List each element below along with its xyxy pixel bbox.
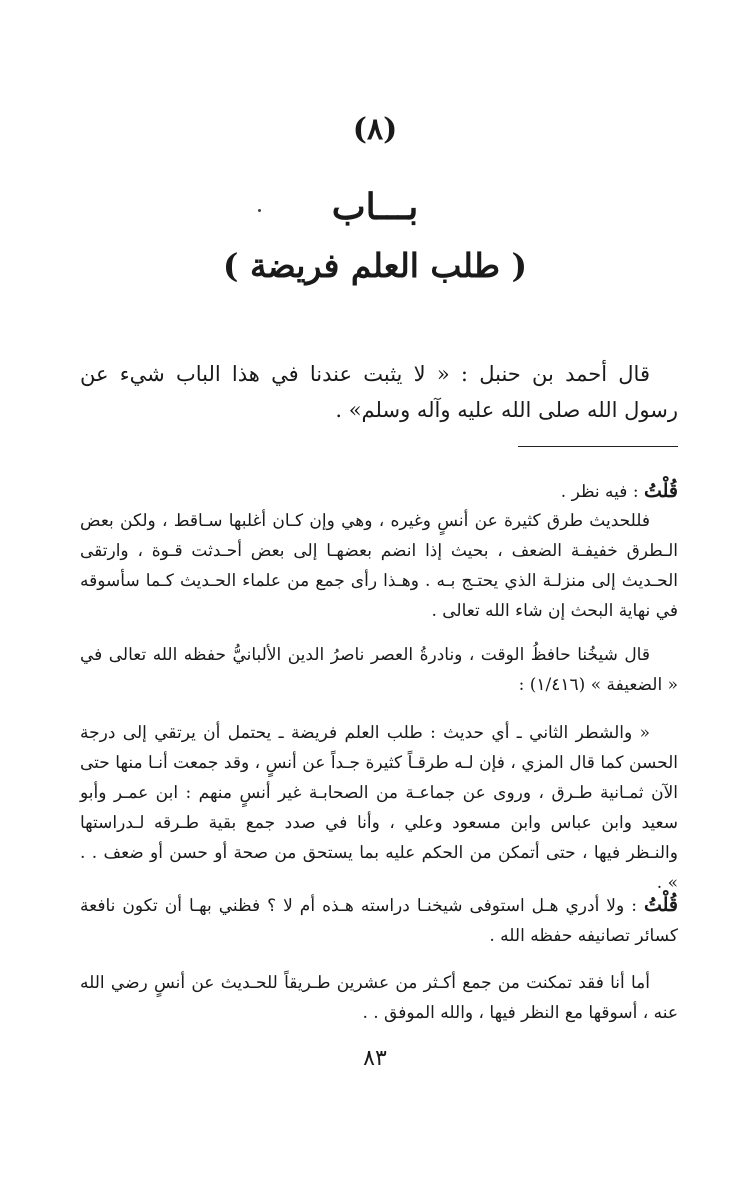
main-quote: قال أحمد بن حنبل : « لا يثبت عندنا في هذا الباب شيء عن رسول الله صلى الله عليه وآله وسلم» . — [80, 362, 678, 422]
chapter-number: (٨) — [352, 112, 398, 147]
footnote-paragraph-3: قال شيخُنا حافظُ الوقت ، ونادرةُ العصر ناصرُ الدين الألبانيُّ حفظه الله تعالى في « الضعيفة » (١/٤١٦) : — [80, 645, 678, 695]
chapter-title: ( طلب العلم فريضة ) — [222, 246, 528, 285]
footnote-quote-albani: « والشطر الثاني ـ أي حديث : طلب العلم فريضة ـ يحتمل أن يرتقي إلى درجة الحسن كما قال المزي ، فإن لـه طرقـاً كثيرة جـداً عن أنسٍ ، وقد جمعت أنـا منها حتى الآن ثمـانية طـرق ، وروى عن جماعـة من الصحابـة غير أنسٍ منهم : ابن عمـر وأبو سعيد وابن عباس وابن مسعود وعلي ، وأنا في صدد جمع بقية طـرقه لـدراستها والنـظر فيها ، حتى أتمكن من الحكم عليه بما يستحق من صحة أو حسن أو ضعف . . » . — [80, 723, 678, 893]
footnote-paragraph-2: فللحديث طرق كثيرة عن أنسٍ وغيره ، وهي وإن كـان أغلبها سـاقط ، ولكن بعض الـطرق خفيفـة الضعف ، بحيث إذا انضم بعضهـا إلى بعض أحـدثت قـوة ، وارتقى الحـديث إلى منزلـة الذي يحتـج بـه . وهـذا رأى جمع من علماء الحـديث كـما سأسوقه في نهاية البحث إن شاء الله تعالى . — [80, 511, 678, 621]
section-heading: بـــاب — [331, 186, 419, 228]
footnote-paragraph-5-text: : ولا أدري هـل استوفى شيخنـا دراسته هـذه أم لا ؟ فظني بهـا أن تكون نافعة كسائر تصانيفه حفظه الله . — [80, 896, 678, 946]
footnote-paragraph-1 — [80, 476, 678, 507]
footnote-paragraph-6: أما أنا فقد تمكنت من جمع أكـثر من عشرين طـريقاً للحـديث عن أنسٍ رضي الله عنه ، أسوقها مع النظر فيها ، والله الموفق . . — [80, 973, 678, 1023]
footnote-paragraph-5 — [80, 890, 678, 951]
footnote-divider — [518, 446, 678, 447]
qultu-label: قُلْتُ — [643, 894, 678, 916]
footnote-paragraph-1-text: : فيه نظر . — [560, 482, 644, 502]
qultu-label: قُلْتُ — [643, 480, 678, 502]
page-number: ٨٣ — [363, 1046, 387, 1071]
